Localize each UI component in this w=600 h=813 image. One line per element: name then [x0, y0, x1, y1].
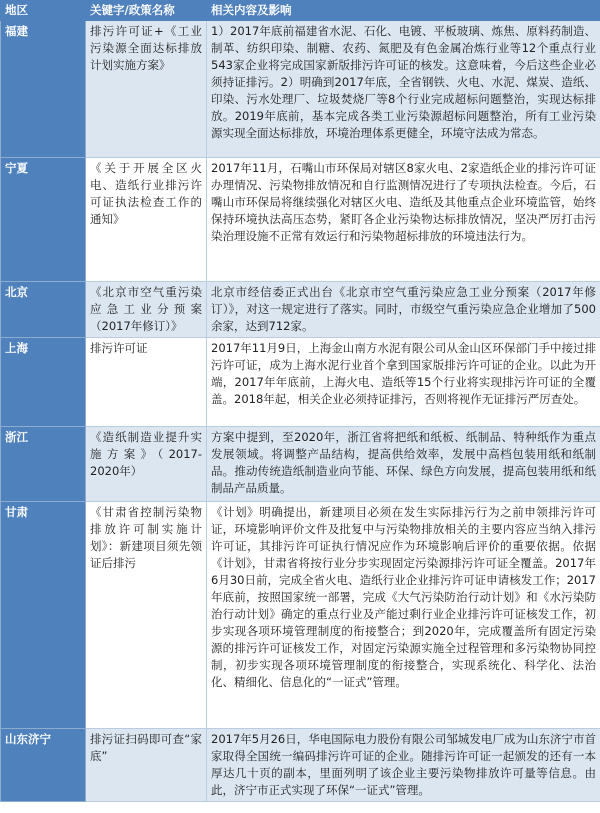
content-cell: 《计划》明确提出，新建项目必须在发生实际排污行为之前申领排污许可证，环境影响评价文件及批复中与污染物排放相关的主要内容应当纳入排污许可证，其排污许可证执行情况应作为环境影响后评价的重要依据。依据《计划》，甘肃省将按行业分步实现固定污染源排污许可证全覆盖。2017年6月30日前，完成全省火电、造纸行业企业排污许可证申请核发工作；2017年底前，按照国家统一部署，完成《大气污染防治行动计划》和《水污染防治行动计划》确定的重点行业及产能过剩行业企业排污许可证核发工作，初步实现各项环境管理制度的衔接整合；到2020年，完成覆盖所有固定污染源的排污许可证核发工作，对固定污染源实施全过程管理和多污染物协同控制，初步实现各项环境管理制度的衔接整合，实现系统化、科学化、法治化、精细化、信息化的“一证式”管理。 — [207, 502, 600, 729]
content-cell: 2017年11月，石嘴山市环保局对辖区8家火电、2家造纸企业的排污许可证办理情况、污染物排放情况和自行监测情况进行了专项执法检查。今后，石嘴山市环保局将继续强化对辖区火电、造纸及其他重点企业环境监管，始终保持环境执法高压态势，紧盯各企业污染物达标排放情况，坚决严厉打击污染治理设施不正常有效运行和污染物超标排放的环境违法行为。 — [207, 158, 600, 282]
region-cell: 山东济宁 — [1, 729, 86, 802]
region-cell: 甘肃 — [1, 502, 86, 729]
content-cell: 北京市经信委正式出台《北京市空气重污染应急工业分预案（2017年修订）》，对这一规定进行了落实。同时，市级空气重污染应急企业增加了500余家，达到712家。 — [207, 282, 600, 338]
table-row — [1, 21, 600, 158]
policy-cell: 排污许可证 — [86, 338, 207, 427]
policy-cell: 排污许可证+《工业污染源全面达标排放计划实施方案》 — [86, 21, 207, 158]
table-row — [1, 502, 600, 729]
policy-cell: 《关于开展全区火电、造纸行业排污许可证执法检查工作的通知》 — [86, 158, 207, 282]
table-row — [1, 282, 600, 338]
header-region: 地区 — [1, 1, 86, 21]
region-cell: 上海 — [1, 338, 86, 427]
table-header-row — [1, 1, 600, 21]
content-cell: 2017年11月9日，上海金山南方水泥有限公司从金山区环保部门手中接过排污许可证，成为上海水泥行业首个拿到国家版排污许可证的企业。以此为开端，2017年年底前，上海火电、造纸等15个行业将实现排污许可证的全覆盖。2018年起，相关企业必须持证排污，否则将视作无证排污严厉查处。 — [207, 338, 600, 427]
region-cell: 浙江 — [1, 427, 86, 502]
content-cell: 2017年5月26日，华电国际电力股份有限公司邹城发电厂成为山东济宁市首家取得全国统一编码排污许可证的企业。随排污许可证一起颁发的还有一本厚达几十页的副本，里面列明了该企业主要污染物排放许可量等信息。由此，济宁市正式实现了环保“一证式”管理。 — [207, 729, 600, 802]
region-cell: 福建 — [1, 21, 86, 158]
policy-cell: 《造纸制造业提升实施方案》（2017-2020年） — [86, 427, 207, 502]
header-content: 相关内容及影响 — [207, 1, 600, 21]
region-cell: 北京 — [1, 282, 86, 338]
policy-cell: 排污证扫码即可查“家底” — [86, 729, 207, 802]
table-row — [1, 338, 600, 427]
policy-cell: 《北京市空气重污染应急工业分预案（2017年修订）》 — [86, 282, 207, 338]
table-row — [1, 158, 600, 282]
policy-cell: 《甘肃省控制污染物排放许可制实施计划》：新建项目须先领证后排污 — [86, 502, 207, 729]
table-row — [1, 427, 600, 502]
region-cell: 宁夏 — [1, 158, 86, 282]
content-cell: 1）2017年底前福建省水泥、石化、电镀、平板玻璃、炼焦、原料药制造、制革、纺织印染、制糖、农药、氮肥及有色金属冶炼行业等12个重点行业543家企业将完成国家新版排污许可证的核发。这意味着，今后这些企业必须持证排污。2）明确到2017年底，全省钢铁、火电、水泥、煤炭、造纸、印染、污水处理厂、垃圾焚烧厂等8个行业完成超标问题整治，实现达标排放。2019年底前，基本完成各类工业污染源超标问题整治，所有工业污染源实现全面达标排放，环境治理体系更健全，环境守法成为常态。 — [207, 21, 600, 158]
table-row — [1, 729, 600, 802]
content-cell: 方案中提到，至2020年，浙江省将把纸和纸板、纸制品、特种纸作为重点发展领域。将调整产品结构，提高供给效率，发展中高档包装用纸和纸制品。推动传统造纸制造业向节能、环保、绿色方向发展，提高包装用纸和纸制品产品质量。 — [207, 427, 600, 502]
header-keyword: 关键字/政策名称 — [86, 1, 207, 21]
